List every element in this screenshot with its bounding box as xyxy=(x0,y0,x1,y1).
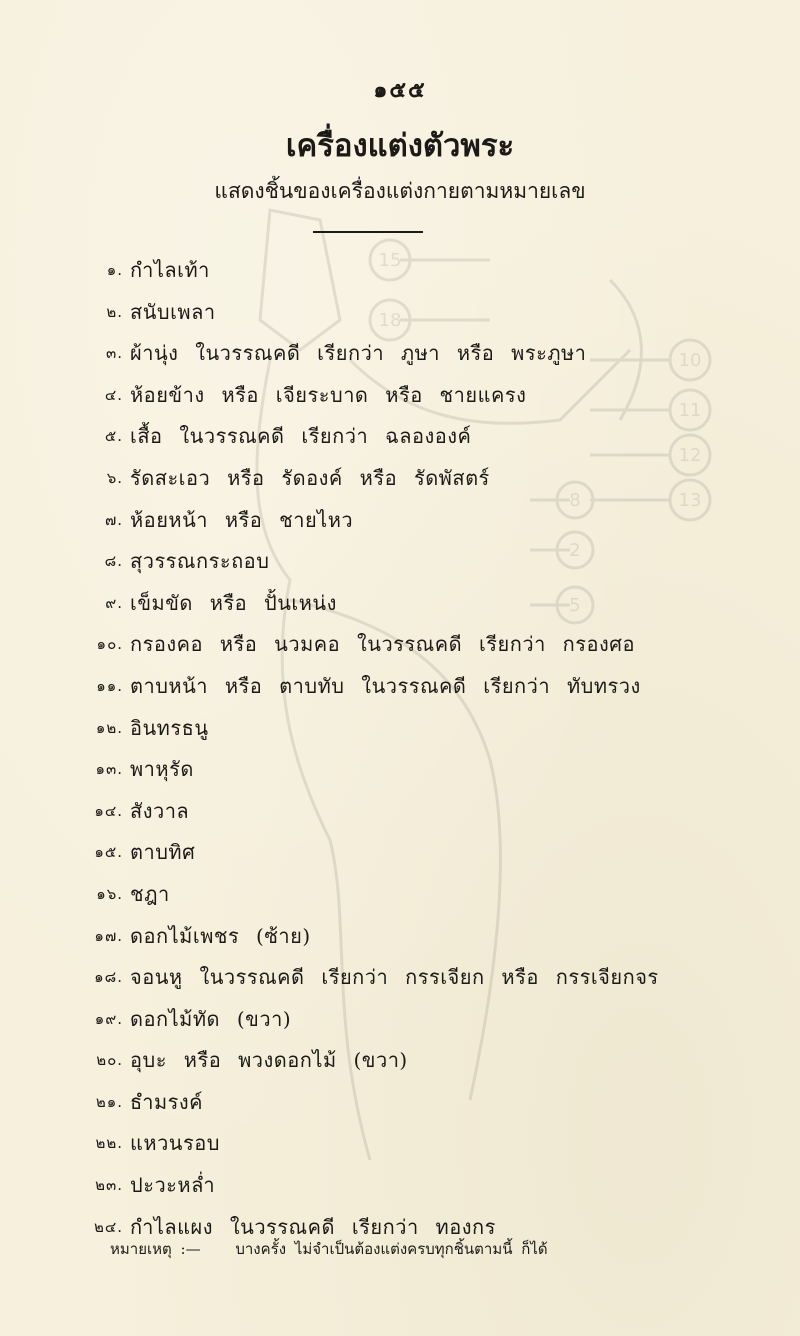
callout-number: 8 xyxy=(569,490,581,511)
item-number: ๑. xyxy=(106,261,123,279)
callout-number: 12 xyxy=(678,445,702,466)
list-item xyxy=(0,1165,800,1207)
item-number: ๒๐. xyxy=(96,1051,123,1070)
item-number: ๒๑. xyxy=(95,1092,123,1111)
item-number: ๙. xyxy=(105,593,123,612)
item-number: ๑๘. xyxy=(94,968,123,987)
item-number: ๑๕. xyxy=(94,843,123,862)
callout-number: 13 xyxy=(678,490,702,511)
callout-number: 15 xyxy=(378,250,402,271)
list-item xyxy=(0,333,800,375)
item-text: จอนหู ในวรรณคดี เรียกว่า กรรเจียก หรือ กรรเจียกจร xyxy=(130,965,659,990)
page-subtitle: แสดงชิ้นของเครื่องแต่งกายตามหมายเลข xyxy=(214,179,586,203)
item-text: ดอกไม้ทัด (ขวา) xyxy=(130,1006,292,1031)
list-item xyxy=(0,416,800,458)
item-number: ๑๑. xyxy=(96,676,123,695)
list-item xyxy=(0,1123,800,1165)
list-item xyxy=(0,292,800,334)
item-number: ๒๒. xyxy=(95,1134,123,1153)
item-text: พาหุรัด xyxy=(130,757,194,782)
callout-number: 18 xyxy=(378,310,402,331)
item-number: ๓. xyxy=(105,344,123,363)
footnote-label: หมายเหตุ :— xyxy=(110,1240,201,1258)
item-number: ๑๔. xyxy=(94,801,123,820)
item-text: ปะวะหล่ำ xyxy=(130,1173,216,1198)
list-item xyxy=(0,458,800,500)
item-text: ตาบทิศ xyxy=(130,840,196,865)
item-text: ดอกไม้เพชร (ซ้าย) xyxy=(130,923,311,948)
page-title: เครื่องแต่งตัวพระ xyxy=(285,128,515,164)
callout-number: 2 xyxy=(569,540,581,561)
item-number: ๑๒. xyxy=(95,718,123,737)
item-number: ๗. xyxy=(104,510,123,529)
list-item xyxy=(0,832,800,874)
list-item xyxy=(0,541,800,583)
item-number: ๑๐. xyxy=(96,635,123,654)
item-text: ชฎา xyxy=(130,881,170,906)
item-number: ๔. xyxy=(104,385,123,404)
item-number: ๑๙. xyxy=(94,1009,123,1028)
list-item xyxy=(0,791,800,833)
item-text: ธำมรงค์ xyxy=(130,1089,204,1114)
list-item xyxy=(0,624,800,666)
item-text: อุบะ หรือ พวงดอกไม้ (ขวา) xyxy=(130,1048,408,1073)
item-text: ผ้านุ่ง ในวรรณคดี เรียกว่า ภูษา หรือ พระภูษา xyxy=(130,341,587,366)
item-number: ๑๓. xyxy=(95,760,123,779)
item-text: ห้อยข้าง หรือ เจียระบาด หรือ ชายแครง xyxy=(130,382,527,407)
item-number: ๒๔. xyxy=(93,1217,123,1236)
list-item xyxy=(0,375,800,417)
item-text: แหวนรอบ xyxy=(130,1131,220,1156)
item-number: ๒๓. xyxy=(95,1176,123,1195)
list-item xyxy=(0,1040,800,1082)
footnote-text: บางครั้ง ไม่จำเป็นต้องแต่งครบทุกชิ้นตามนี้ ก็ได้ xyxy=(235,1240,548,1258)
item-text: กำไลแผง ในวรรณคดี เรียกว่า ทองกร xyxy=(130,1214,496,1239)
item-text: เสื้อ ในวรรณคดี เรียกว่า ฉลององค์ xyxy=(130,424,472,449)
item-text: อินทรธนู xyxy=(130,715,209,740)
item-text: สังวาล xyxy=(130,798,190,823)
callout-number: 5 xyxy=(569,595,581,616)
list-item xyxy=(0,250,800,292)
item-text: รัดสะเอว หรือ รัดองค์ หรือ รัดพัสตร์ xyxy=(130,465,490,490)
footnote xyxy=(110,1237,548,1261)
item-text: สุวรรณกระถอบ xyxy=(130,549,270,574)
list-item xyxy=(0,916,800,958)
item-text: สนับเพลา xyxy=(130,299,216,324)
list-item xyxy=(0,500,800,542)
item-text: กำไลเท้า xyxy=(130,258,210,282)
list-item xyxy=(0,874,800,916)
list-item xyxy=(0,1082,800,1124)
callout-number: 10 xyxy=(678,350,702,371)
title-divider xyxy=(313,231,423,233)
list-item xyxy=(0,749,800,791)
list-item xyxy=(0,666,800,708)
item-text: กรองคอ หรือ นวมคอ ในวรรณคดี เรียกว่า กรองศอ xyxy=(130,632,635,657)
list-item xyxy=(0,957,800,999)
list-item xyxy=(0,999,800,1041)
callout-number: 11 xyxy=(678,400,702,421)
costume-parts-list xyxy=(0,250,800,1248)
item-number: ๕. xyxy=(104,427,123,446)
item-number: ๒. xyxy=(106,302,123,321)
item-text: ตาบหน้า หรือ ตาบทับ ในวรรณคดี เรียกว่า ทับทรวง xyxy=(130,673,641,698)
list-item xyxy=(0,583,800,625)
item-number: ๘. xyxy=(104,552,123,571)
page-number: ๑๕๕ xyxy=(373,77,427,103)
item-number: ๑๗. xyxy=(94,926,123,945)
list-item xyxy=(0,708,800,750)
item-text: เข็มขัด หรือ ปั้นเหน่ง xyxy=(130,590,337,615)
item-number: ๑๖. xyxy=(96,884,123,903)
item-text: ห้อยหน้า หรือ ชายไหว xyxy=(130,507,354,532)
item-number: ๖. xyxy=(106,468,123,487)
